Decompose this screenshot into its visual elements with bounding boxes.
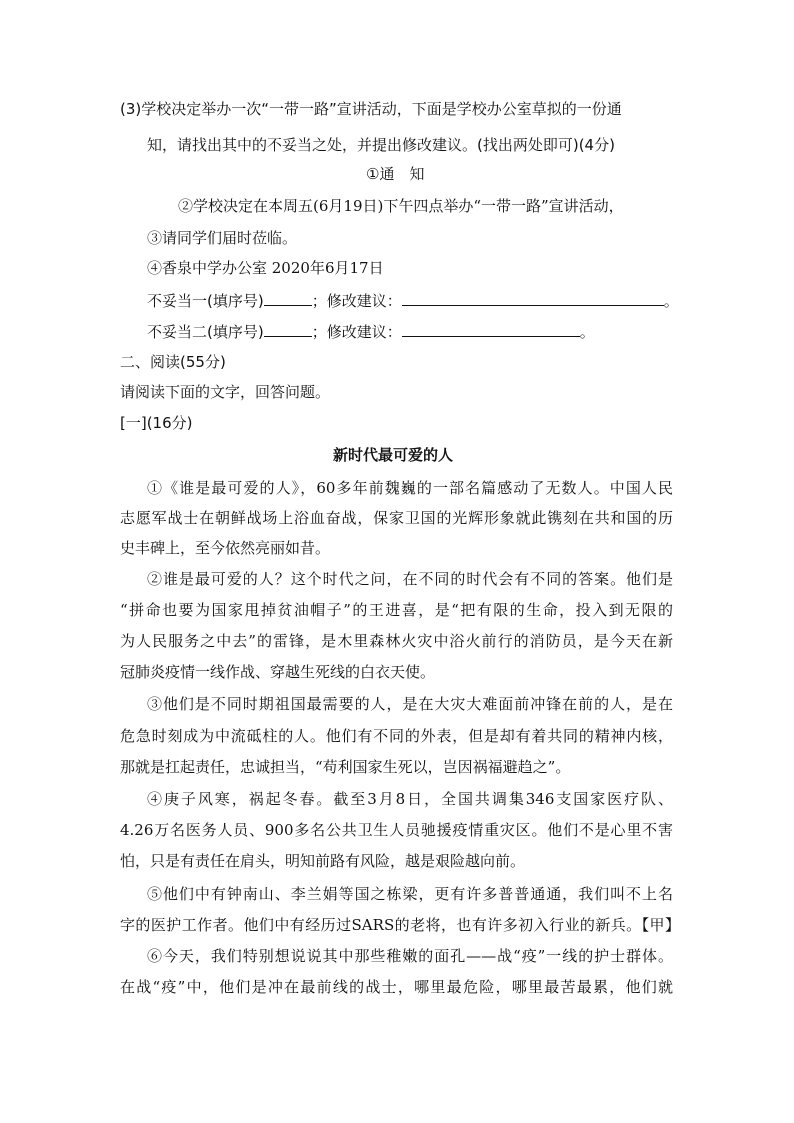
q3-line-1: (3)学校决定举办一次“一带一路”宣讲活动，下面是学校办公室草拟的一份通 xyxy=(120,100,622,118)
answer-row-1-label: 不妥当一(填序号) xyxy=(147,292,264,310)
answer-row-1-end: 。 xyxy=(663,292,679,310)
answer-blank-number-1[interactable] xyxy=(264,291,312,306)
article-line: 4.26万名医务人员、900多名公共卫生人员驰援疫情重灾区。他们不是心里不害 xyxy=(120,821,673,839)
section-heading: 二、阅读(55分) xyxy=(120,353,226,371)
answer-blank-suggestion-1[interactable] xyxy=(402,291,664,306)
article-title: 新时代最可爱的人 xyxy=(333,446,454,464)
q3-line-2: 知，请找出其中的不妥当之处，并提出修改建议。(找出两处即可)(4分) xyxy=(147,136,615,154)
article-line: 志愿军战士在朝鲜战场上浴血奋战，保家卫国的光辉形象就此镌刻在共和国的历 xyxy=(120,509,673,527)
answer-row-2-suggest-label: ；修改建议： xyxy=(311,323,402,341)
article-line: 怕，只是有责任在肩头，明知前路有风险，越是艰险越向前。 xyxy=(120,852,526,870)
article-line: 冠肺炎疫情一线作战、穿越生死线的白衣天使。 xyxy=(120,663,436,681)
article-line: ③他们是不同时期祖国最需要的人，是在大灾大难面前冲锋在前的人，是在 xyxy=(147,695,673,713)
article-line: 史丰碑上，至今依然亮丽如昔。 xyxy=(120,539,331,557)
answer-row-1 xyxy=(147,291,679,311)
notice-paragraph-3: ③请同学们届时莅临。 xyxy=(147,229,298,247)
part-label: [一](16分) xyxy=(120,414,193,432)
article-line: “拼命也要为国家甩掉贫油帽子”的王进喜，是“把有限的生命，投入到无限的 xyxy=(120,601,673,619)
article-line: ②谁是最可爱的人？这个时代之问，在不同的时代会有不同的答案。他们是 xyxy=(147,570,673,588)
article-line: 字的医护工作者。他们中有经历过SARS的老将，也有许多初入行业的新兵。【甲】 xyxy=(120,916,680,934)
article-line: ⑤他们中有钟南山、李兰娟等国之栋梁，更有许多普普通通，我们叫不上名 xyxy=(147,885,673,903)
section-instruction: 请阅读下面的文字，回答问题。 xyxy=(120,383,331,401)
article-line: ④庚子风寒，祸起冬春。截至3月8日，全国共调集346支国家医疗队、 xyxy=(147,790,673,808)
article-line: ⑥今天，我们特别想说说其中那些稚嫩的面孔——战“疫”一线的护士群体。 xyxy=(147,947,673,965)
article-line: 那就是扛起责任，忠诚担当，“苟利国家生死以，岂因祸福避趋之”。 xyxy=(120,758,571,776)
article-line: ①《谁是最可爱的人》，60多年前魏巍的一部名篇感动了无数人。中国人民 xyxy=(147,479,673,497)
article-line: 危急时刻成为中流砥柱的人。他们有不同的外表，但是却有着共同的精神内核， xyxy=(120,727,673,745)
article-line: 在战“疫”中，他们是冲在最前线的战士，哪里最危险，哪里最苦最累，他们就 xyxy=(120,978,673,996)
answer-blank-number-2[interactable] xyxy=(264,322,312,337)
notice-title: ①通 知 xyxy=(366,165,425,183)
answer-row-2-label: 不妥当二(填序号) xyxy=(147,323,264,341)
answer-row-1-suggest-label: ；修改建议： xyxy=(311,292,402,310)
answer-blank-suggestion-2[interactable] xyxy=(402,322,580,337)
notice-paragraph-2: ②学校决定在本周五(6月19日)下午四点举办“一带一路”宣讲活动， xyxy=(178,197,624,215)
answer-row-2 xyxy=(147,322,595,342)
notice-paragraph-4: ④香泉中学办公室 2020年6月17日 xyxy=(147,259,384,277)
article-line: 为人民服务之中去”的雷锋，是木里森林火灾中浴火前行的消防员，是今天在新 xyxy=(120,632,673,650)
answer-row-2-end: 。 xyxy=(579,323,595,341)
